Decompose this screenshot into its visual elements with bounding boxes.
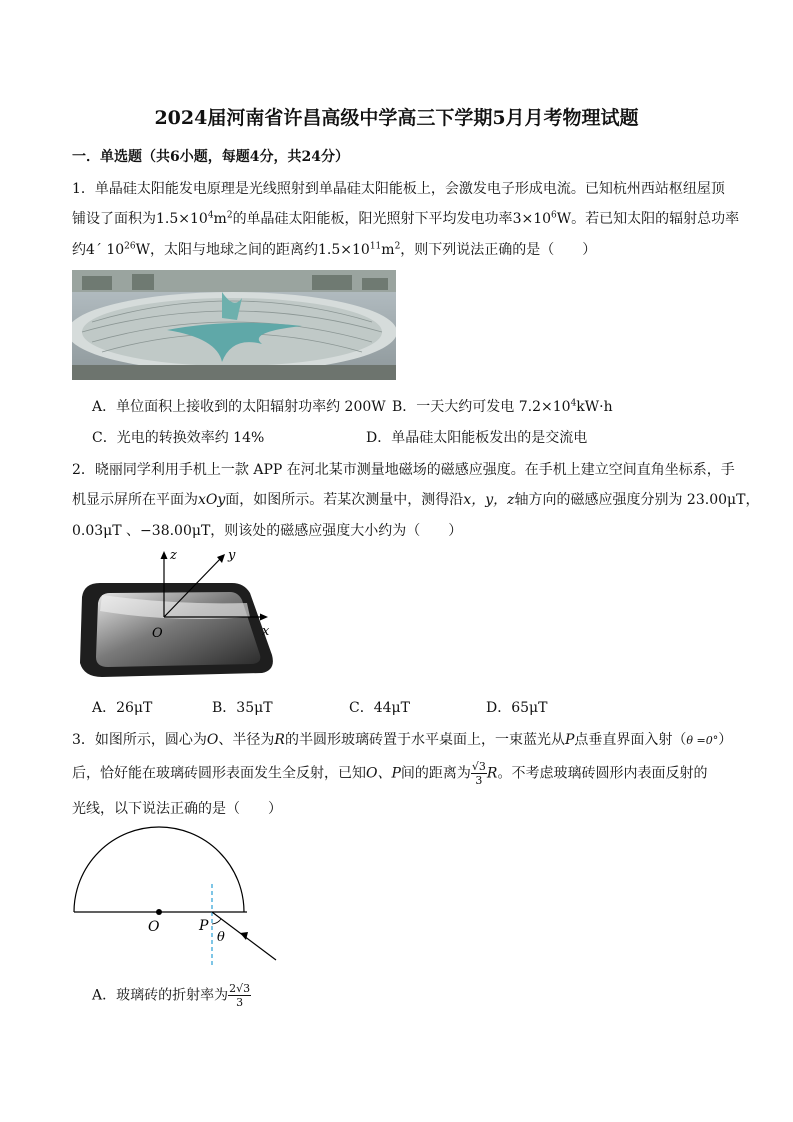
q1-option-b: B．一天大约可发电 $7.2\times 10^4kW\cdot h$ [392,398,613,415]
phone-axes-figure [72,545,282,695]
q2-option-c: C．44μT [349,700,410,716]
center-o-label: O [148,919,160,935]
q3-option-a: A．玻璃砖的折射率为 $\frac{2√3}{3}$ [92,982,251,1009]
q1-option-a: A．单位面积上接收到的太阳辐射功率约 200W [92,399,386,415]
theta-label: θ [217,930,225,945]
q2-line-1: 2．晓丽同学利用手机上一款 APP 在河北某市测量地磁场的磁感应强度。在手机上建立空间直角坐标系，手 [72,462,735,478]
q3-line-1: 3．如图所示，圆心为O、半径为R的半圆形玻璃砖置于水平桌面上，一束蓝光从P点垂直界面入射（θ =0°） [72,732,733,748]
semicircle-glass-figure [62,820,292,970]
q1-line-1: 1．单晶硅太阳能发电原理是光线照射到单晶硅太阳能板上，会激发电子形成电流。已知杭州西站枢纽屋顶 [72,181,725,197]
q3-line-2: 后，恰好能在玻璃砖圆形表面发生全反射，已知O、P间的距离为 $\frac{√3}{3}$ R。不考虑玻璃砖圆形内表面反射的 [72,760,708,787]
q1-option-d: D．单晶硅太阳能板发出的是交流电 [366,430,588,446]
origin-label: O [152,626,163,641]
q2-option-d: D．65μT [486,700,548,716]
axis-y-label: y [228,548,236,563]
point-p-label: P [199,918,209,934]
axis-x-label: x [262,624,270,639]
page-title: 2024届河南省许昌高级中学高三下学期5月月考物理试题 [154,107,639,129]
q1-line-3: 约4´ $10^{26}W$，太阳与地球之间的距离约$1.5\times 10^{11}m^2$，则下列说法正确的是（ ） [72,241,597,258]
q1-option-c: C．光电的转换效率约 14% [92,430,265,446]
q2-option-b: B．35μT [212,700,273,716]
q2-line-3: 0.03μT 、−38.00μT，则该处的磁感应强度大小约为（ ） [72,523,463,539]
q2-option-a: A．26μT [92,700,153,716]
axis-z-label: z [170,548,177,563]
q3-line-3: 光线，以下说法正确的是（ ） [72,801,282,817]
q1-line-2: 铺设了面积为$1.5\times 10^4m^2$的单晶硅太阳能板，阳光照射下平均发电功率$3\times 10^6W$。若已知太阳的辐射总功率 [72,210,740,227]
station-roof-photo [72,270,396,380]
section-heading: 一．单选题（共6小题，每题4分，共24分） [72,149,349,165]
q2-line-2: 机显示屏所在平面为xOy面，如图所示。若某次测量中，测得沿x，y，z轴方向的磁感应强度分别为 23.00μT， [72,492,760,508]
